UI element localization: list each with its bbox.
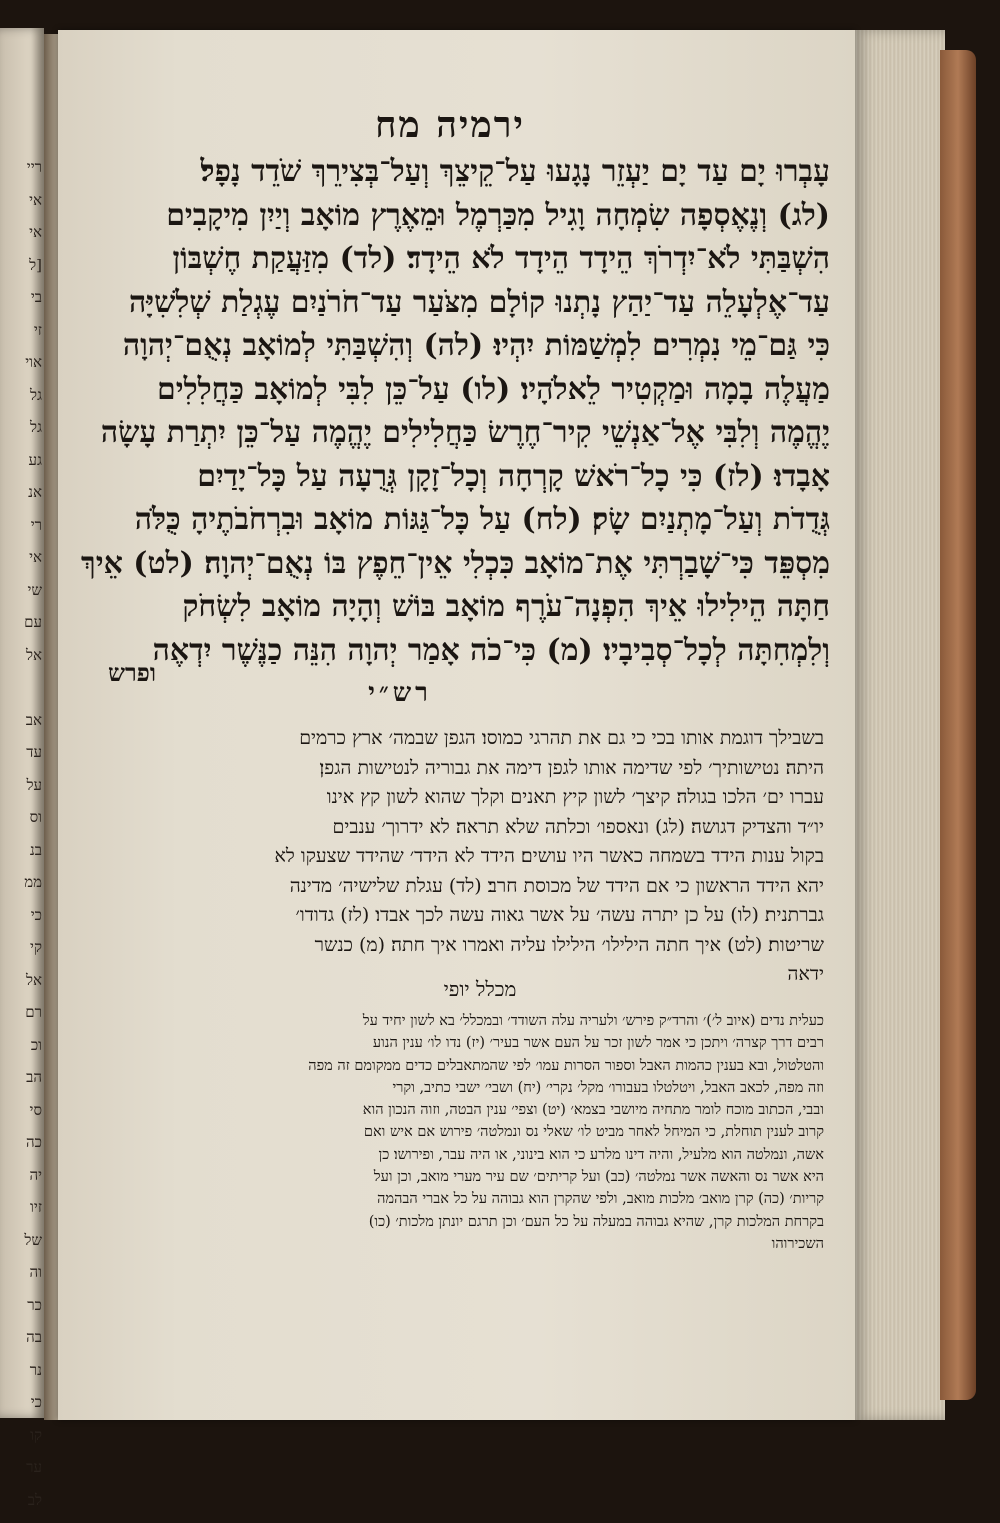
main-text-line: עַד־אֶלְעָלֵה עַד־יַהַץ נָתְנוּ קוֹלָם מִצֹּעַר עַד־חֹרֹנַיִם עֶגְלַת שְׁלִשִׁיָּה (129, 284, 830, 320)
left-page-fragment: יה (29, 1165, 42, 1184)
left-page-fragment: ער (26, 1458, 42, 1476)
left-page-fragment: בה (26, 1328, 42, 1346)
left-page-fragment: וה (29, 1263, 42, 1281)
left-page-fragment: כי (30, 905, 42, 924)
mikhlal-line: כעלית נדים (איוב ל׳)׳ והרד״ק פירש׳ ולעריה עלה השודד׳ ובמכלל׳ בא לשון יחיד על (362, 1013, 824, 1029)
mikhlal-line: קריות׳ (כה) קרן מואב׳ מלכות מואב, ולפי שהקרן הוא גבוהה על כל אברי הבהמה (377, 1191, 824, 1208)
rashi-line: היתה׃ נטישותיך׳ לפי שדימה אותו לגפן דימה את גבוריה לנטישות הגפן׃ (319, 756, 824, 779)
rashi-line: בשבילך דוגמת אותו בכי כי גם את תהרגי כמוסו׃ הגפן שבמה׳ ארץ כרמים (299, 727, 824, 749)
left-page-fragment: גע (28, 450, 42, 469)
mikhlal-line: קרוב לענין תוחלת, כי המיחל לאחר מביט לו׳ שאלי נס ונמלטה׳ פירוש אם איש ואם (363, 1124, 824, 1141)
mikhlal-line: השכירוהו (771, 1235, 824, 1252)
main-text-line: מִסְפֵּד כִּי־שָׁבַרְתִּי אֶת־מוֹאָב כִּכְלִי אֵין־חֵפֶץ בּוֹ נְאֻם־יְהוָה׃ (לט) אֵיךְ (81, 545, 830, 581)
main-text-line: כִּי גַּם־מֵי נִמְרִים לִמְשַׁמּוֹת יִהְיוּ׃ (לה) וְהִשְׁבַּתִּי לְמוֹאָב נְאֻם־יְהוָה (122, 328, 830, 363)
left-page-fragment: הב (26, 1068, 42, 1086)
left-page-fragment: כר (27, 1295, 42, 1314)
left-page-fragment: קי (30, 938, 42, 956)
main-text-line: (לג) וְנֶאֶסְפָה שִׂמְחָה וָגִיל מִכַּרְמֶל וּמֵאֶרֶץ מוֹאָב וְיַיִן מִיקָבִים (166, 197, 830, 233)
mikhlal-line: וזה מפה, לכאב האבל, ויטלטלו בעבורו׳ מקל׳ נקרי׳ (יח) ושבי׳ ישבי כתיב, וקרי (392, 1079, 824, 1096)
main-text-line: אָבָדוּ׃ (לז) כִּי כָל־רֹאשׁ קָרְחָה וְכָל־זָקָן גְּרֻעָה עַל כָּל־יָדַיִם (197, 458, 830, 494)
left-page-fragment: אי (29, 548, 42, 566)
left-page-fragment: של (24, 1230, 42, 1249)
left-page-fragment: נר (29, 1360, 42, 1379)
rashi-line: ידאה (787, 963, 824, 985)
left-page-fragment: וכ (30, 1035, 42, 1054)
main-text-line: מַעֲלֶה בָמָה וּמַקְטִיר לֵאלֹהָיו׃ (לו) עַל־כֵּן לִבִּי לְמוֹאָב כַּחֲלִלִים (156, 371, 830, 407)
left-page-fragment: בנ (29, 840, 42, 859)
page-fore-edge (855, 30, 945, 1420)
left-page-fragment: עד (26, 743, 42, 761)
main-text-block (70, 150, 830, 672)
book-cover-edge (940, 50, 976, 1400)
rashi-line: יו״ד והצדיק דגושה׃ (לג) ונאספו׳ וכלתה שלא תראה׃ לא ידרוך׳ ענבים (332, 815, 824, 838)
mikhlal-line: בקרחת המלכות קרן, שהיא גבוהה במעלה על כל העם׳ וכן תרגם יונתן מלכות׳ (כו) (368, 1213, 824, 1230)
left-page-fragment: סי (29, 1100, 42, 1119)
left-page-fragment: ריי (26, 158, 42, 176)
main-text-line: גְּדֻדֹת וְעַל־מָתְנַיִם שָׂק׃ (לח) עַל כָּל־גַּגּוֹת מוֹאָב וּבִרְחֹבֹתֶיהָ כֻּלֹּה (134, 502, 830, 537)
left-page-fragment: [ל (29, 255, 42, 274)
mikhlal-line: ובבי, הכתוב מוכח לומר מתחיה מיושבי בצמא׳ (יט) וצפי׳ ענין הבטה, וזוה הנכון הוא (362, 1102, 824, 1119)
left-page-fragment: כה (26, 1133, 42, 1151)
left-page-fragment: קו (30, 1425, 42, 1444)
left-page-fragment: אי (29, 190, 42, 209)
left-page-fragment: אנ (28, 483, 42, 501)
left-page-fragment: על (26, 775, 42, 794)
rashi-line: שריטות׃ (לט) איך חתה הילילו׳ הילילו עליה ואמרו איך חתה׃ (מ) כנשר (314, 933, 824, 956)
left-page-fragment: אל (25, 645, 42, 664)
rashi-line: גברתנית׃ (לו) על כן יתרה עשה׳ על אשר גאוה עשה לכך אבדו׃ (לז) גדודו׳ (295, 904, 824, 926)
rashi-commentary-title: רש״י (368, 678, 432, 708)
left-page-fragment: שי (27, 580, 42, 599)
running-head: ירמיה מח (375, 104, 525, 146)
main-text-line: הִשְׁבַּתִּי לֹא־יִדְרֹךְ הֵידָד הֵידָד לֹא הֵידָד׃ (לד) מִזַּעֲקַת חֶשְׁבּוֹן (172, 241, 830, 276)
left-page-fragment: אי (29, 223, 42, 241)
main-text-line: יֶהֱמֶה וְלִבִּי אֶל־אַנְשֵׁי קִיר־חֶרֶשׂ כַּחֲלִילִים יֶהֱמֶה עַל־כֵּן יִתְרַת עָשָׂה (100, 415, 830, 450)
left-page-fragment: אב (25, 710, 42, 729)
rashi-line: יהא הידד הראשון כי אם הידד של מכוסת חרב׃ (לד) עגלת שלישיה׳ מדינה (289, 874, 824, 897)
left-page-fragment: גל (30, 385, 42, 404)
left-page-fragment: זיו (30, 1198, 42, 1216)
left-page-fragment: ממ (24, 873, 42, 891)
left-page-fragment: כי (30, 1393, 42, 1411)
left-page-fragment: אל (25, 970, 42, 989)
left-page-fragment: רם (25, 1003, 42, 1021)
catchword: ופרש (108, 658, 156, 687)
left-page-fragment: זי (33, 320, 42, 339)
left-page-text-fragments (4, 158, 44, 1523)
mikhlal-line: אשה, ונמלטה הוא מלעיל, והיה דינו מלרע כי הוא בינוני, או היה עבר, ופירושו׃ כן (378, 1146, 824, 1163)
rashi-line: בקול ענות הידד בשמחה כאשר היו עושים׃ הידד לא הידד׳ שהידד שצעקו לא (274, 845, 824, 867)
main-text-line: עָבְרוּ יָם עַד יָם יַעְזֵר נָגָעוּ עַל־קֵיצֵךְ וְעַל־בְּצִירֵךְ שֹׁדֵד נָפָל׃ (200, 154, 830, 189)
left-page-fragment: בי (30, 288, 42, 306)
mikhlal-line: היא אשר נס והאשה אשר נמלטה׳ (כב) ועל קריתים׳ שם עיר מערי מואב, וכן ועל (373, 1169, 824, 1186)
left-page-fragment (4, 678, 44, 702)
mikhlal-yofi-block (76, 1010, 824, 1255)
left-page-fragment: אוי (25, 353, 42, 371)
rashi-commentary-block (80, 724, 824, 990)
left-page-fragment: וס (29, 808, 42, 826)
left-page-fragment: גל (30, 418, 42, 436)
mikhlal-yofi-title: מכלל יופי (443, 977, 517, 1001)
left-page-fragment: עם (24, 613, 42, 631)
mikhlal-line: רבים דרך קצרה׳ ויתכן כי אמר לשון זכר על העם אשר בעיר׳ (יז) נדו לו׳ ענין הנוע (372, 1035, 824, 1052)
main-text-line: חַתָּה הֵילִילוּ אֵיךְ הִפְנָה־עֹרֶף מוֹאָב בּוֹשׁ וְהָיָה מוֹאָב לִשְׂחֹק (182, 589, 830, 624)
mikhlal-line: והטלטול, ובא בענין כהמות האבל וספור הסרות עמו׳ לפי שהמתאבלים כדים ממקומם זה מפה (308, 1057, 824, 1074)
main-text-line: וְלִמְחִתָּה לְכָל־סְבִיבָיו׃ (מ) כִּי־כֹה אָמַר יְהוָה הִנֵּה כַנֶּשֶׁר יִדְאֶה (152, 632, 830, 668)
rashi-line: עברו ים׳ הלכו בגולה׃ קיצך׳ לשון קיץ תאנים וקלך שהוא לשון קץ אינו (326, 786, 824, 808)
left-page-fragment: רי (30, 515, 42, 534)
left-facing-page (0, 28, 44, 1509)
left-page-fragment: לב (27, 1490, 42, 1509)
